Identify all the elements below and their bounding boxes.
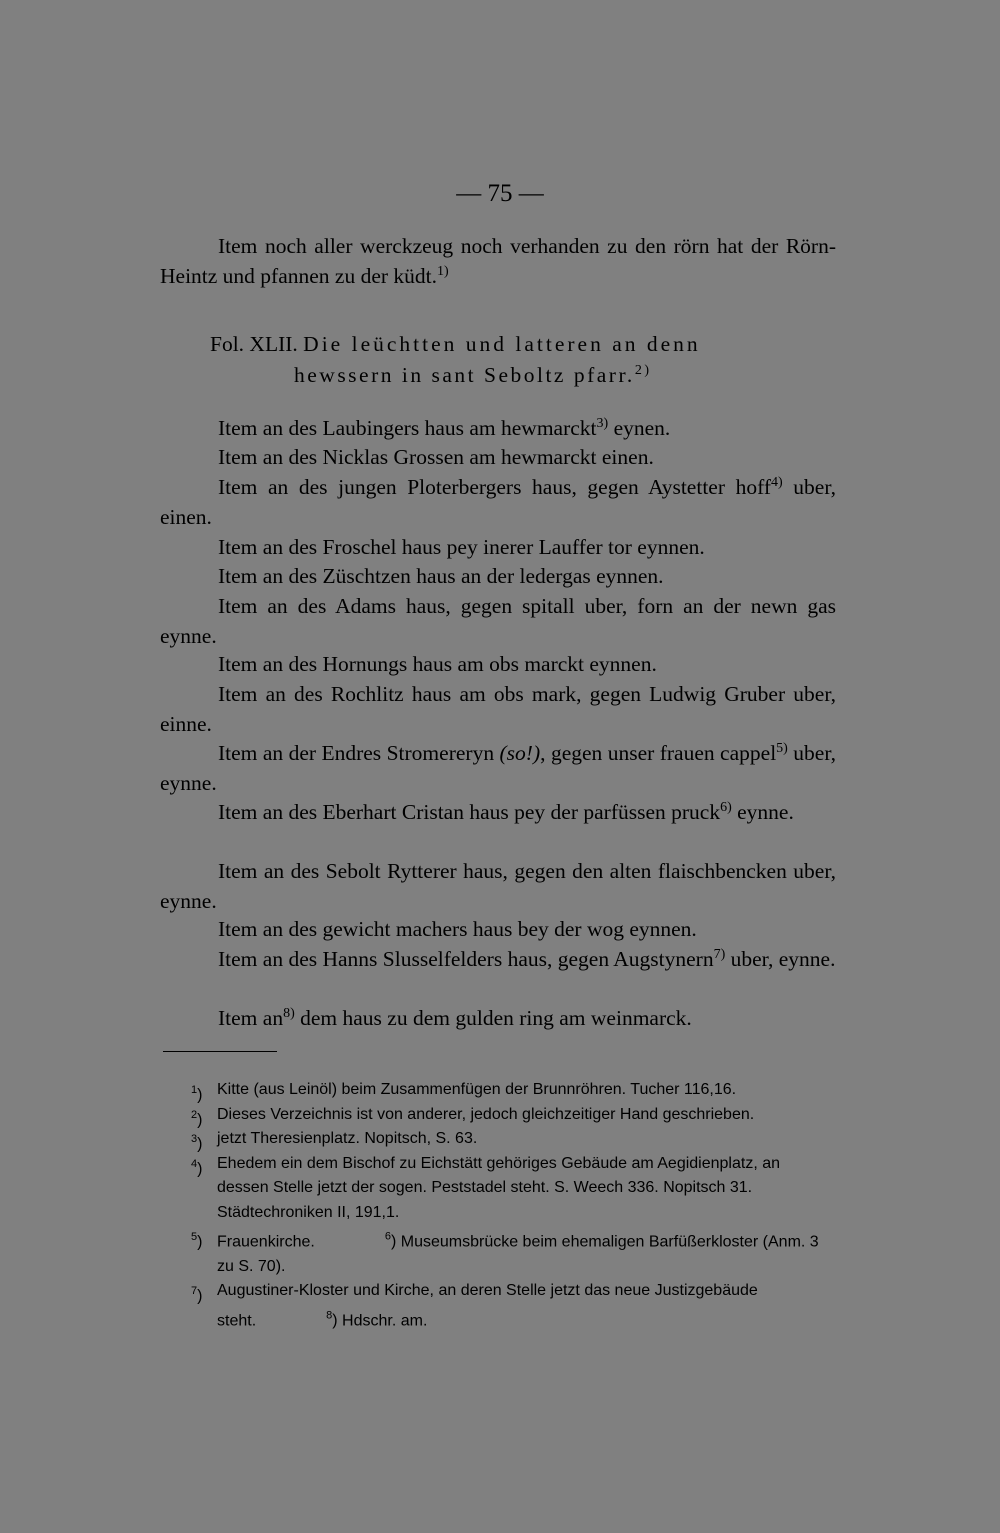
item-entry: [160, 562, 836, 592]
item-entry: [160, 739, 836, 798]
item-text: Item an des Hornungs haus am obs marckt eynnen.: [218, 652, 657, 676]
item-text: , gegen unser frauen cappel: [540, 741, 777, 765]
item-entry: [160, 592, 836, 651]
item-annotation: (so!): [499, 741, 541, 765]
item-text: Item an des Nicklas Grossen am hewmarckt einen.: [218, 445, 654, 469]
page-number: — 75 —: [456, 180, 544, 207]
intro-text: Item noch aller werckzeug noch verhanden zu den rörn hat der Rörn-Heintz und pfannen zu der küdt.: [160, 234, 836, 288]
footnote-number: 1: [191, 1084, 198, 1096]
heading-line-1: Die leüchtten und latteren an denn: [303, 332, 701, 356]
item-entry: [160, 857, 836, 916]
item-text: eynne.: [731, 800, 794, 824]
footnote-mark: $^4$): [191, 1157, 203, 1177]
footnote-mark: $^6$): [384, 1231, 401, 1251]
item-text: Item an des Adams haus, gegen spitall uber, forn an der newn gas eynne.: [160, 594, 836, 648]
footnote-mark: $^1$): [191, 1084, 203, 1104]
footnote-number: 6: [384, 1231, 391, 1243]
item-text: Item an der Endres Stromereryn: [218, 741, 500, 765]
footnote: [160, 1103, 836, 1128]
item-entry: [160, 414, 836, 444]
footnote-ref: 8): [283, 1005, 295, 1021]
folio-label: Fol. XLII.: [210, 332, 298, 356]
item-text: Item an des Hanns Slusselfelders haus, gegen Augstynern: [218, 947, 714, 971]
footnote-ref: 4): [771, 474, 783, 490]
item-text: Item an des Sebolt Rytterer haus, gegen den alten flaischbencken uber, eynne.: [160, 859, 836, 913]
footnote-ref: 7): [713, 946, 726, 962]
footnote-ref: 2): [634, 362, 652, 378]
item-text: Item an: [218, 1006, 284, 1030]
footnote-ref: 5): [776, 740, 788, 756]
footnote-text: Hdschr. am.: [342, 1312, 428, 1330]
footnote-mark: $^8$): [326, 1309, 343, 1330]
section-heading: [160, 329, 836, 391]
item-entry: [160, 473, 836, 532]
footnote-mark: $^3$): [191, 1133, 203, 1153]
footnote-text: Frauenkirche.: [217, 1233, 315, 1251]
item-text: dem haus zu dem gulden ring am weinmarck.: [294, 1006, 692, 1030]
item-entry: [160, 680, 836, 739]
footnote-number: 7: [191, 1285, 198, 1298]
footnote-text: Dieses Verzeichnis ist von anderer, jedoch gleichzeitiger Hand geschrieben.: [217, 1105, 755, 1123]
footnotes: [160, 1078, 836, 1334]
footnote-ref: 3): [596, 415, 609, 431]
footnote-text: Kitte (aus Leinöl) beim Zusammenfügen der Brunnröhren. Tucher 116,16.: [217, 1081, 737, 1098]
item-text: Item an des Laubingers haus am hewmarckt: [218, 416, 597, 440]
footnote: [160, 1225, 836, 1279]
item-entry: [160, 1004, 836, 1034]
footnote-ref: 1): [437, 263, 449, 279]
footnote-rule: [163, 1051, 277, 1052]
footnote-text: jetzt Theresienplatz. Nopitsch, S. 63.: [217, 1130, 478, 1147]
heading-line-2: hewssern in sant Seboltz pfarr.: [294, 363, 635, 387]
item-text: Item an des jungen Ploterbergers haus, gegen Aystetter hoff: [218, 475, 772, 499]
item-text: uber, einen.: [160, 475, 836, 529]
item-text: Item an des Züschtzen haus an der ledergas eynnen.: [218, 564, 664, 588]
item-text: Item an des gewicht machers haus bey der wog eynnen.: [218, 917, 697, 941]
footnote-number: 2: [191, 1108, 198, 1121]
item-text: uber, eynne.: [160, 741, 836, 795]
item-entry: [160, 945, 836, 975]
item-text: eynen.: [608, 416, 671, 440]
item-text: uber, eynne.: [725, 947, 836, 971]
footnote-mark: $^5$): [191, 1231, 203, 1251]
footnote-number: 8: [326, 1309, 333, 1322]
item-text: Item an des Froschel haus pey inerer Lauffer tor eynnen.: [218, 535, 705, 559]
item-entry: [160, 798, 836, 828]
footnote-ref: 6): [720, 799, 732, 815]
footnote: [160, 1078, 836, 1103]
footnote-text: Museumsbrücke beim ehemaligen Barfüßerkloster (Anm. 3 zu S. 70).: [217, 1233, 819, 1275]
item-entry: [160, 650, 836, 680]
item-entry: [160, 443, 836, 473]
footnote: [160, 1152, 836, 1226]
footnote-mark: $^2$): [191, 1108, 203, 1128]
item-entry: [160, 915, 836, 945]
item-entry: [160, 533, 836, 563]
intro-paragraph: [160, 232, 836, 291]
item-text: Item an des Eberhart Cristan haus pey der parfüssen pruck: [218, 800, 721, 824]
footnote-text: Augustiner-Kloster und Kirche, an deren Stelle jetzt das neue Justizgebäude steht.: [217, 1282, 758, 1330]
footnote: [160, 1127, 836, 1152]
item-text: Item an des Rochlitz haus am obs mark, gegen Ludwig Gruber uber, einne.: [160, 682, 836, 736]
footnote-number: 3: [191, 1133, 198, 1145]
footnote-number: 4: [191, 1157, 198, 1170]
footnote-text: Ehedem ein dem Bischof zu Eichstätt gehöriges Gebäude am Aegidienplatz, an dessen Stelle jetzt der sogen. Peststadel steht. S. Weech 336. Nopitsch 31. Städtechroniken II, 191,1.: [217, 1154, 781, 1221]
footnote-mark: $^7$): [191, 1285, 203, 1305]
footnote-number: 5: [191, 1231, 198, 1243]
footnote: [160, 1279, 836, 1333]
